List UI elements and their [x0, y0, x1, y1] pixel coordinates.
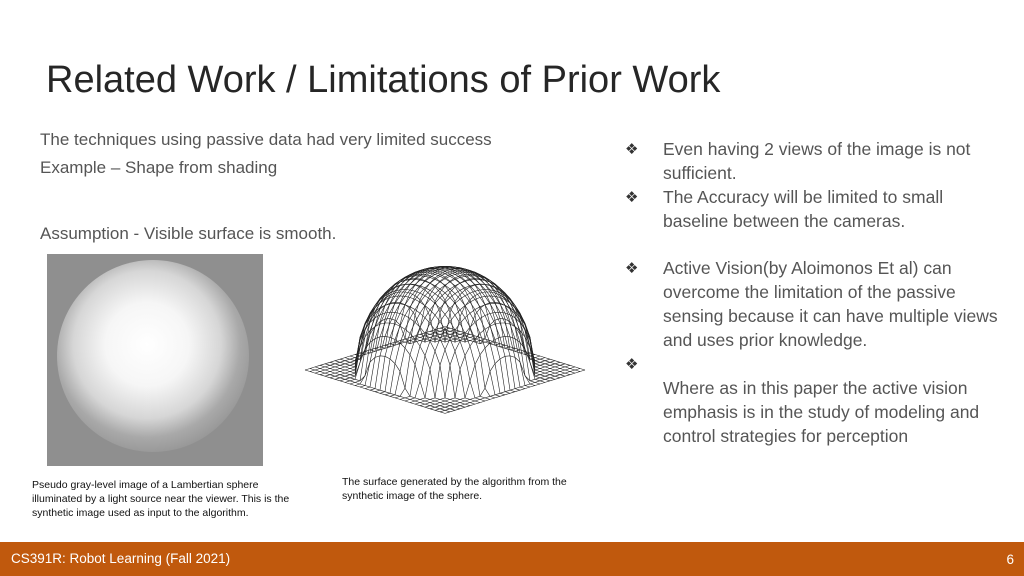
diamond-bullet-icon: ❖	[625, 140, 639, 158]
example-line: Example – Shape from shading	[40, 158, 278, 177]
bullet-item	[625, 137, 1005, 185]
lambertian-sphere-image	[47, 254, 263, 466]
assumption-line: Assumption - Visible surface is smooth.	[40, 224, 337, 243]
bullet-list	[625, 137, 1005, 448]
generated-surface-mesh-image	[300, 262, 590, 422]
course-name: CS391R: Robot Learning (Fall 2021)	[11, 551, 231, 566]
diamond-bullet-icon: ❖	[625, 259, 639, 277]
bullet-text: Active Vision(by Aloimonos Et al) can overcome the limitation of the passive sensing because it can have multiple views and uses prior knowledge.	[663, 258, 998, 350]
slide-title: Related Work / Limitations of Prior Work	[46, 59, 721, 101]
bullet-text: The Accuracy will be limited to small baseline between the cameras.	[663, 187, 944, 231]
intro-line: The techniques using passive data had very limited success	[40, 130, 492, 149]
bullet-item	[625, 352, 1005, 448]
footer-bar	[0, 542, 1024, 576]
caption-sphere: Pseudo gray-level image of a Lambertian sphere illuminated by a light source near the viewer. This is the synthetic image used as input to the algorithm.	[32, 479, 290, 519]
bullet-item	[625, 256, 1005, 352]
bullet-text: Where as in this paper the active vision emphasis is in the study of modeling and control strategies for perception	[663, 378, 980, 446]
bullet-text: Even having 2 views of the image is not sufficient.	[663, 139, 971, 183]
bullet-item	[625, 185, 1005, 233]
diamond-bullet-icon: ❖	[625, 188, 639, 206]
caption-surface: The surface generated by the algorithm from the synthetic image of the sphere.	[342, 476, 567, 502]
diamond-bullet-icon: ❖	[625, 355, 639, 373]
page-number: 6	[1006, 552, 1014, 567]
